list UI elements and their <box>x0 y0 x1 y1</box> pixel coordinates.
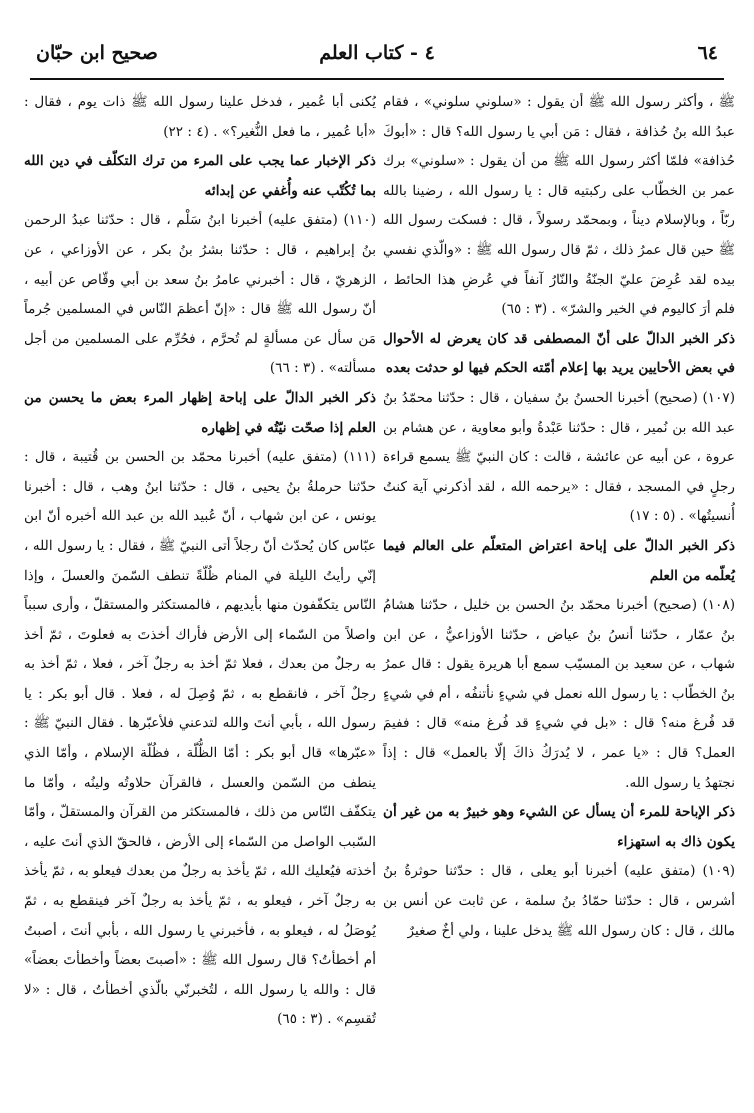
hadith-text: (١٠٩) (متفق عليه) أخبرنا أبو يعلى ، قال : حدّثنا حوثرةُ بنُ أشرس ، قال : حدّثنا حمّادُ بنُ سلمة ، عن ثابت عن أنس بن مالك ، قال : كان رسول الله ﷺ يدخل علينا ، ولي أخٌ صغيرٌ <box>383 863 735 939</box>
hadith-text: (١١١) (متفق عليه) أخبرنا محمّد بن الحسن بن قُتيبة ، قال : حدّثنا حرملةُ بنُ يحيى ، قال : حدّثنا ابنُ وهب ، قال : أخبرنا يونس ، عن ابن شهاب ، أنّ عُبيد الله بن عبد الله أخبره أنّ ابن عبّاس كان يُحدّث أنّ رجلاً أتى النبيّ ﷺ ، فقال : يا رسول الله ، إنّي رأيتُ الليلة في المنام ظُلّةً تنطف السّمنَ والعسلَ ، وإذا النّاس يتكفّفون منها بأيديهم ، فالمستكثر والمستقلّ ، وأرى سبباً واصلاً من السّماء إلى الأرض فأراك أخذتَ به فعلوتَ ، ثمّ أخذ به رجلٌ من بعدك ، فعلا ثمّ أخذ به رجلٌ آخر ، فعلا ، ثمّ أخذ به رجلٌ آخر ، فانقطع به ، ثمّ وُصِلَ له ، فعلا . قال أبو بكر : يا رسول الله ، بأبي أنتَ والله لتدعني فلأعبّرها . فقال النبيّ ﷺ : «عبّرها» قال أبو بكر : أمّا الظُّلّة ، فظُلّة الإسلام ، وأمّا الذي ينطف من السّمن والعسل ، فالقرآن حلاوتُه ولينُه ، وأمّا ما يتكفّف النّاس من ذلك ، فالمستكثر من القرآن والمستقلّ ، وأمّا السّبب الواصل من السّماء إلى الأرض ، فالحقّ الذي أنتَ عليه ، أخذته فيُعليك الله ، ثمّ يأخذ به رجلٌ من بعدك فيعلو به ، ثمّ يأخذ به رجلٌ آخر ، فيعلو به ، ثمّ يأخذ به رجلٌ آخر فينقطع به ، ثمّ يُوصَلُ له ، فيعلو به ، فأخبرني يا رسول الله ، بأبي أنتَ ، أصبتُ أم أخطأتُ؟ قال رسول الله ﷺ : «أصبتَ بعضاً وأخطأتَ بعضاً» قال : والله يا رسول الله ، لتُخبرنّي بالّذي أخطأتُ ، قال : «لا تُقسِم» . (٣ : ٦٥) <box>24 449 376 1028</box>
section-heading: ذكر الخبر الدالّ على إباحة اعتراض المتعلّم على العالم فيما يُعلّمه من العلم <box>383 537 735 584</box>
hadith-text: ﷺ ، وأكثر رسول الله ﷺ أن يقول : «سلوني سلوني» ، فقام عبدُ الله بنُ حُذافة ، فقال : مَن أبي يا رسول الله؟ قال : «أبوكَ حُذافة» فلمّا أكثر رسول الله ﷺ من أن يقول : «سلوني» برك عمر بن الخطّاب على ركبتيه قال : يا رسول الله ، رضينا بالله ربّاً ، وبالإسلام ديناً ، وبمحمّد رسولاً ، قال : فسكت رسول الله ﷺ حين قال عمرُ ذلك ، ثمّ قال رسول الله ﷺ : «والّذي نفسي بيده لقد عُرِضَ عليّ الجنّةُ والنّارُ آنفاً في عُرضِ هذا الحائط ، فلم أرَ كاليوم في الخير والشرّ» . (٣ : ٦٥) <box>383 94 735 318</box>
left-column <box>24 88 376 1035</box>
hadith-text: (١٠٧) (صحيح) أخبرنا الحسنُ بنُ سفيان ، قال : حدّثنا محمّدُ بنُ عبد الله بن نُمير ، قال : حدّثنا عَبْدةُ وأبو معاوية ، عن هشام بن عروة ، عن أبيه عن عائشة ، قالت : كان النبيّ ﷺ يسمع قراءة رجلٍ في المسجد ، فقال : «يرحمه الله ، لقد أذكرني آية كنتُ أُنسيتُها» . (٥ : ١٧) <box>383 389 735 525</box>
book-title: صحيح ابن حبّان <box>36 42 158 64</box>
chapter-title: ٤ - كتاب العلم <box>319 42 435 64</box>
section-heading: ذكر الإخبار عما يجب على المرء من ترك التكلّف في دين الله بما تُكُتّب عنه وأُغفي عن إبدائه <box>24 153 376 199</box>
page-number: ٦٤ <box>697 42 718 64</box>
hadith-text: (١١٠) (متفق عليه) أخبرنا ابنُ سَلْم ، قال : حدّثنا عبدُ الرحمن بنُ إبراهيم ، قال : حدّثنا بشرُ بنُ بكر ، عن الأوزاعي ، عن الزهريّ ، قال : أخبرني عامرُ بنُ سعد بن أبي وقّاص عن أبيه ، أنّ رسول الله ﷺ قال : «إنّ أعظمَ النّاس في المسلمين جُرماً مَن سأل عن مسألةٍ لم تُحرَّم ، فحُرِّم على المسلمين من أجل مسألته» . (٣ : ٦٦) <box>24 212 376 377</box>
page-header <box>30 38 724 80</box>
right-column <box>383 88 735 946</box>
section-heading: ذكر الخبر الدالّ على أنّ المصطفى قد كان يعرض له الأحوال في بعض الأحايين يريد بها إعلام أمّته الحكم فيها لو حدثت بعده <box>383 330 735 377</box>
hadith-text: يُكنى أبا عُمير ، فدخل علينا رسول الله ﷺ ذات يوم ، فقال : «أبا عُمير ، ما فعل النُّغير؟» . (٤ : ٢٢) <box>24 94 376 140</box>
hadith-text: (١٠٨) (صحيح) أخبرنا محمّد بنُ الحسن بن خليل ، حدّثنا هشامُ بنُ عمّار ، حدّثنا أنسُ بنُ عياض ، حدّثنا الأوزاعيُّ ، عن ابن شهاب ، عن سعيد بن المسيّب سمع أبا هريرة يقول : قال عمرُ بنُ الخطّاب : يا رسول الله نعمل في شيءٍ نأتنفُه ، أم في شيءٍ قد فُرغ منه؟ قال : «بل في شيءٍ قد فُرغ منه» قال : ففيمَ العمل؟ قال : «يا عمر ، لا يُدرَكُ ذاكَ إلّا بالعمل» قال : إذاً نجتهدُ يا رسول الله. <box>383 597 735 791</box>
section-heading: ذكر الخبر الدالّ على إباحة إظهار المرء بعض ما يحسن من العلم إذا صحّت نيّتُه في إظهاره <box>24 389 376 436</box>
section-heading: ذكر الإباحة للمرء أن يسأل عن الشيء وهو خبيرٌ به من غير أن يكون ذاك به استهزاء <box>383 804 735 850</box>
